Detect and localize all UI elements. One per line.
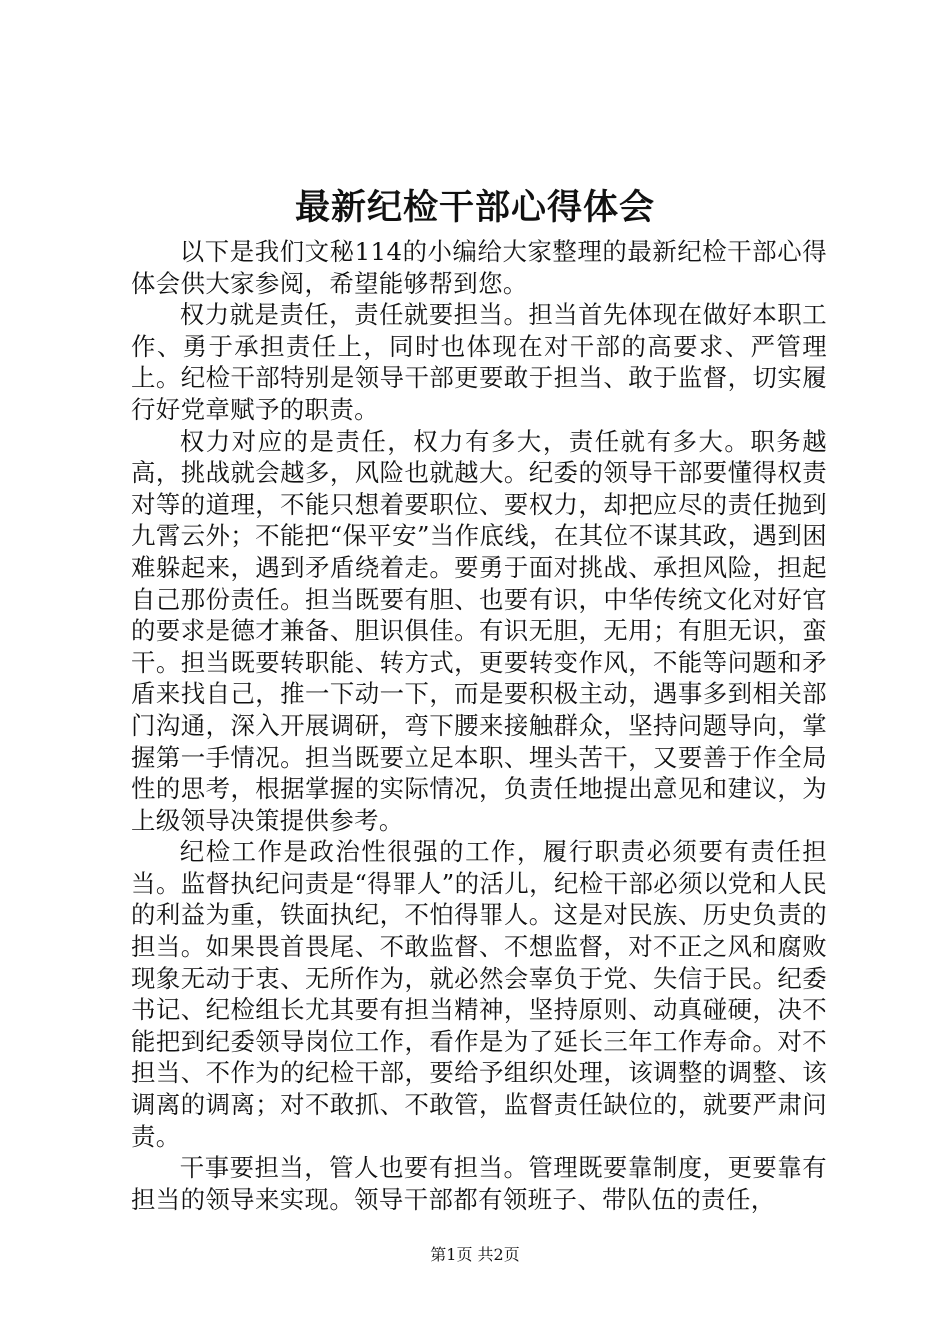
paragraph-2: 权力对应的是责任，权力有多大，责任就有多大。职务越高，挑战就会越多，风险也就越大。纪委的领导干部要懂得权责对等的道理，不能只想着要职位、要权力，却把应尽的责任抛到九霄云外；不能把“保平安”当作底线，在其位不谋其政，遇到困难躲起来，遇到矛盾绕着走。要勇于面对挑战、承担风险，担起自己那份责任。担当既要有胆、也要有识，中华传统文化对好官的要求是德才兼备、胆识俱佳。有识无胆，无用；有胆无识，蛮干。担当既要转职能、转方式，更要转变作风，不能等问题和矛盾来找自己，推一下动一下，而是要积极主动，遇事多到相关部门沟通，深入开展调研，弯下腰来接触群众，坚持问题导向，掌握第一手情况。担当既要立足本职、埋头苦干，又要善于作全局性的思考，根据掌握的实际情况，负责任地提出意见和建议，为上级领导决策提供参考。 <box>131 426 827 835</box>
document-body <box>131 236 827 1215</box>
paragraph-intro: 以下是我们文秘114的小编给大家整理的最新纪检干部心得体会供大家参阅，希望能够帮到您。 <box>131 237 827 298</box>
document-title: 最新纪检干部心得体会 <box>294 187 655 228</box>
paragraph-3: 纪检工作是政治性很强的工作，履行职责必须要有责任担当。监督执纪问责是“得罪人”的活儿，纪检干部必须以党和人民的利益为重，铁面执纪，不怕得罪人。这是对民族、历史负责的担当。如果畏首畏尾、不敢监督、不想监督，对不正之风和腐败现象无动于衷、无所作为，就必然会辜负于党、失信于民。纪委书记、纪检组长尤其要有担当精神，坚持原则、动真碰硬，决不能把到纪委领导岗位工作，看作是为了延长三年工作寿命。对不担当、不作为的纪检干部，要给予组织处理，该调整的调整、该调离的调离；对不敢抓、不敢管，监督责任缺位的，就要严肃问责。 <box>131 837 827 1151</box>
page-footer: 第1页 共2页 <box>430 1245 520 1264</box>
paragraph-4: 干事要担当，管人也要有担当。管理既要靠制度，更要靠有担当的领导来实现。领导干部都有领班子、带队伍的责任， <box>131 1153 827 1214</box>
paragraph-1: 权力就是责任，责任就要担当。担当首先体现在做好本职工作、勇于承担责任上，同时也体现在对干部的高要求、严管理上。纪检干部特别是领导干部更要敢于担当、敢于监督，切实履行好党章赋予的职责。 <box>131 300 827 424</box>
